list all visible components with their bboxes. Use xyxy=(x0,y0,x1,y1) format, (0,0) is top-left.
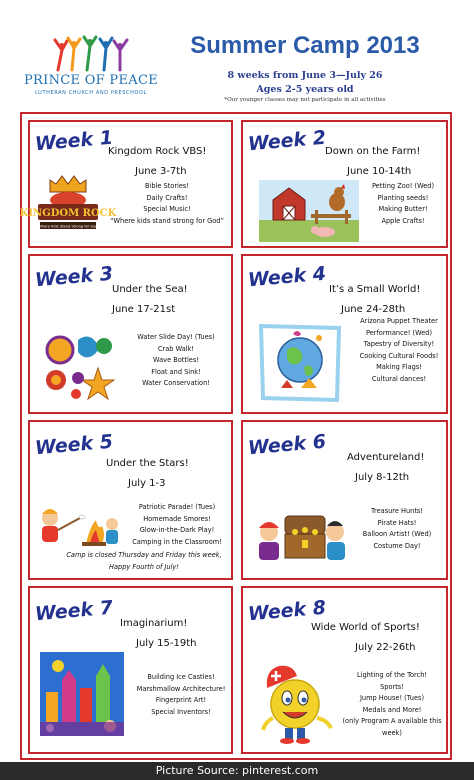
week-theme: Under the Sea! xyxy=(112,284,188,295)
week-theme: Kingdom Rock VBS! xyxy=(108,146,207,157)
activity-item: Glow-in-the-Dark Play! xyxy=(139,526,215,535)
date-range: 8 weeks from June 3—July 26 xyxy=(227,70,383,81)
campfire-kids-icon xyxy=(36,504,120,550)
picture-source: Picture Source: pinterest.com xyxy=(0,762,474,780)
week-5-box xyxy=(28,420,233,580)
week-dates: June 10-14th xyxy=(347,166,412,177)
week-4-box xyxy=(241,254,448,414)
activity-item: Patriotic Parade! (Tues) xyxy=(138,503,216,511)
activity-item: Sports! xyxy=(380,682,404,691)
logo-subtitle: LUTHERAN CHURCH AND PRESCHOOL xyxy=(35,90,147,96)
activity-item: Arizona Puppet Theater xyxy=(360,317,438,325)
week-theme: Wide World of Sports! xyxy=(311,622,420,633)
clip-title: KINGDOM ROCK xyxy=(19,208,117,219)
activity-item: Building Ice Castles! xyxy=(147,673,215,681)
week-label: Week 6 xyxy=(247,430,327,460)
week-1-box xyxy=(19,120,233,248)
week-label: Week 8 xyxy=(247,596,327,626)
week-label: Week 7 xyxy=(34,596,114,626)
week-theme: It’s a Small World! xyxy=(329,284,421,295)
age-range: Ages 2-5 years old xyxy=(256,84,354,95)
participation-note: *Our younger classes may not participate in all activities xyxy=(224,97,386,103)
week-8-box xyxy=(241,586,448,754)
activity-list xyxy=(120,332,232,390)
treasure-chest-icon xyxy=(255,506,347,566)
activity-item: Balloon Artist! (Wed) xyxy=(362,530,432,539)
week-theme: Imaginarium! xyxy=(120,618,188,629)
activity-item: Crab Walk! xyxy=(157,344,195,353)
week-dates: June 3-7th xyxy=(135,166,187,177)
activity-item: Treasure Hunts! xyxy=(370,507,424,515)
activity-item: Homemade Smores! xyxy=(143,514,211,523)
week-label: Week 1 xyxy=(34,126,114,156)
activity-item: Special Inventors! xyxy=(151,707,211,716)
activity-item: Jump House! (Tues) xyxy=(359,694,425,703)
clip-tagline: Where Kids Stand Strong for God xyxy=(38,224,98,229)
week-6-box xyxy=(241,420,448,580)
activity-list xyxy=(347,506,447,552)
activity-item: Lighting of the Torch! xyxy=(356,671,428,679)
week-theme: Adventureland! xyxy=(347,452,425,463)
activity-item: Planting seeds! xyxy=(377,193,429,202)
week-dates: July 15-19th xyxy=(136,638,197,649)
week-theme: Down on the Farm! xyxy=(325,146,421,157)
activity-item: Pirate Hats! xyxy=(377,518,417,527)
week-dates: June 17-21st xyxy=(112,304,176,315)
week-label: Week 3 xyxy=(34,262,114,292)
activity-item: Marshmallow Architecture! xyxy=(136,684,226,693)
week-2-box xyxy=(241,120,448,248)
activity-item: Costume Day! xyxy=(373,541,421,550)
activity-item: Cultural dances! xyxy=(371,374,427,383)
activity-list xyxy=(130,672,232,718)
activity-item: Bible Stories! xyxy=(144,182,189,190)
sports-ball-mascot-icon xyxy=(259,658,339,744)
week-label: Week 2 xyxy=(247,126,327,156)
week-3-box xyxy=(28,254,233,414)
activity-item: Making Flags! xyxy=(376,363,422,372)
activity-list xyxy=(361,181,445,227)
activity-item: week) xyxy=(382,728,402,737)
week-theme: Under the Stars! xyxy=(106,458,189,469)
closure-note-line: Camp is closed Thursday and Friday this week, xyxy=(66,551,222,559)
activity-item: Making Butter! xyxy=(378,205,428,214)
activity-item: Water Conservation! xyxy=(142,379,210,388)
activity-list xyxy=(102,181,232,227)
activity-item: Fingerprint Art! xyxy=(155,696,207,705)
activity-item: Tapestry of Diversity! xyxy=(363,340,435,349)
sea-creatures-icon xyxy=(36,330,124,406)
activity-item: Apple Crafts! xyxy=(381,216,425,225)
church-logo xyxy=(22,36,160,102)
week-dates: July 22-26th xyxy=(355,642,416,653)
activity-item: Performance! (Wed) xyxy=(365,328,433,337)
kingdom-rock-icon xyxy=(19,170,117,240)
people-figures-icon xyxy=(52,36,130,72)
activity-item: Medals and More! xyxy=(362,705,422,714)
closure-note-line: Happy Fourth of July! xyxy=(109,562,179,571)
activity-item: Wave Bottles! xyxy=(153,356,199,365)
activity-list xyxy=(337,670,447,740)
activity-item: Special Music! xyxy=(143,205,191,214)
activity-item: Cooking Cultural Foods! xyxy=(359,351,439,360)
week-dates: June 24-28th xyxy=(341,304,406,315)
activity-list xyxy=(351,316,447,386)
activity-item: Water Slide Day! (Tues) xyxy=(137,333,215,341)
week-dates: July 8-12th xyxy=(355,472,410,483)
week-dates: July 1-3 xyxy=(128,478,166,489)
week-label: Week 4 xyxy=(247,262,327,292)
schedule-grid xyxy=(20,112,452,760)
activity-item: Float and Sink! xyxy=(151,367,201,376)
activity-item: Petting Zoo! (Wed) xyxy=(371,182,435,190)
week-label: Week 5 xyxy=(34,430,114,460)
logo-name: PRINCE OF PEACE xyxy=(24,73,158,88)
activity-item: Daily Crafts! xyxy=(146,193,188,202)
week-7-box xyxy=(28,586,233,754)
activity-item: “Where kids stand strong for God” xyxy=(110,216,224,225)
page-title: Summer Camp 2013 xyxy=(190,32,420,59)
activity-list xyxy=(122,502,232,548)
closure-note xyxy=(56,550,232,573)
activity-item: Camping in the Classroom! xyxy=(132,537,222,546)
imagination-art-icon xyxy=(40,652,124,736)
activity-item: (only Program A available this xyxy=(342,717,442,726)
farm-barn-icon xyxy=(259,180,359,242)
globe-tapestry-icon xyxy=(257,322,343,404)
